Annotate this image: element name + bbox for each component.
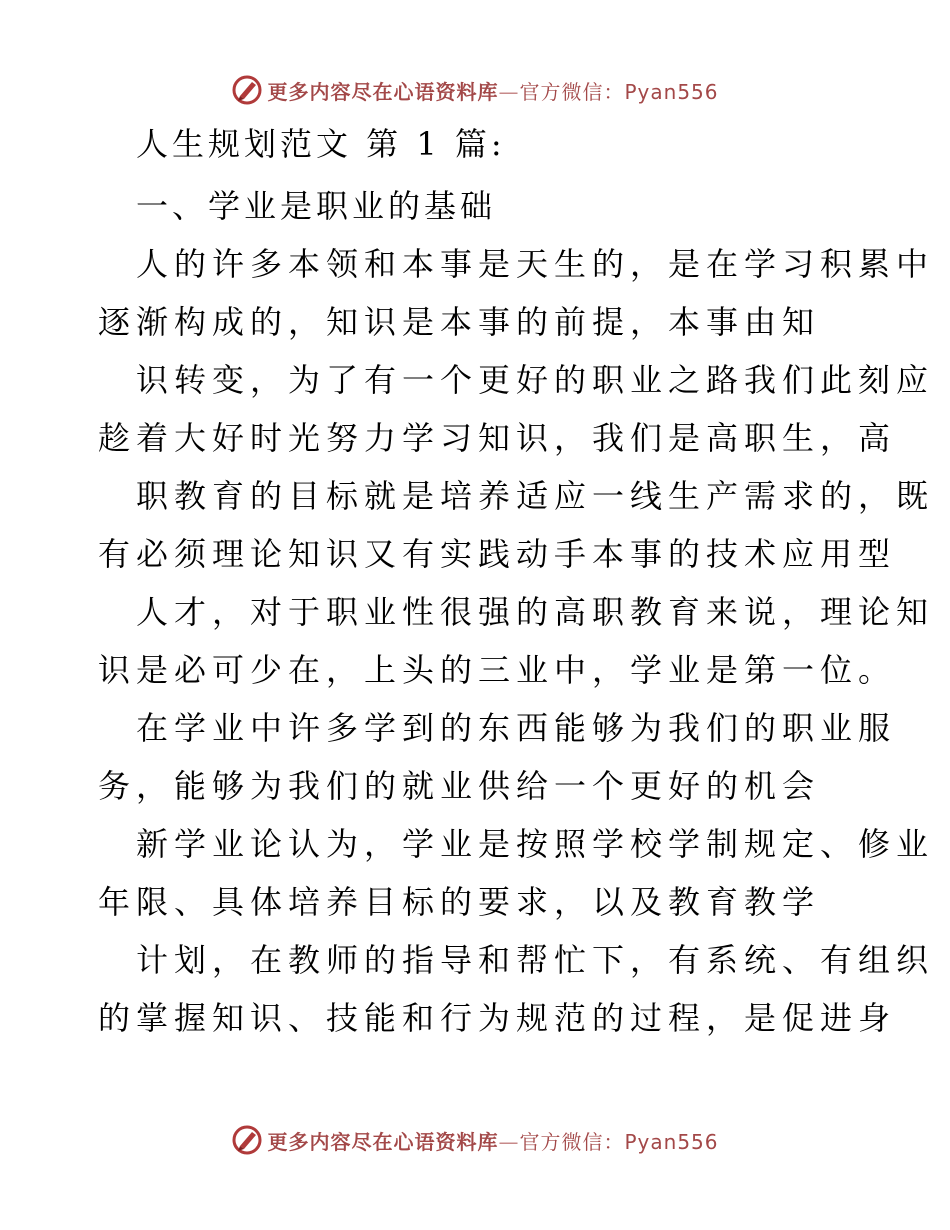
paragraph-line: 识转变，为了有一个更好的职业之路我们此刻应: [136, 361, 935, 399]
banner-slogan: 更多内容尽在心语资料库: [267, 79, 499, 104]
banner-text: [267, 1126, 718, 1155]
paragraph-line: 年限、具体培养目标的要求，以及教育教学: [98, 883, 821, 921]
paragraph-line: 职教育的目标就是培养适应一线生产需求的，既: [136, 477, 935, 515]
banner-separator: —: [498, 79, 520, 104]
header-banner: [0, 70, 950, 110]
banner-separator: —: [498, 1129, 520, 1154]
paragraph-line: 务，能够为我们的就业供给一个更好的机会: [98, 767, 821, 805]
paragraph-line: 人才，对于职业性很强的高职教育来说，理论知: [136, 593, 935, 631]
paragraph-line: 的掌握知识、技能和行为规范的过程，是促进身: [98, 999, 897, 1037]
paragraph-line: 在学业中许多学到的东西能够为我们的职业服: [136, 709, 897, 747]
paragraph-line: 新学业论认为，学业是按照学校学制规定、修业: [136, 825, 935, 863]
paragraph-line: 计划，在教师的指导和帮忙下，有系统、有组织: [136, 941, 935, 979]
paragraph-line: 识是必可少在，上头的三业中，学业是第一位。: [98, 651, 897, 689]
section-heading: 一、学业是职业的基础: [136, 187, 497, 225]
pen-logo-icon: [231, 1124, 263, 1156]
banner-wechat-label: 官方微信：: [519, 79, 625, 104]
paragraph-line: 有必须理论知识又有实践动手本事的技术应用型: [98, 535, 897, 573]
banner-text: [267, 76, 718, 105]
paragraph-line: 人的许多本领和本事是天生的，是在学习积累中: [136, 245, 935, 283]
banner-slogan: 更多内容尽在心语资料库: [267, 1129, 499, 1154]
banner-wechat-id: Pyan556: [624, 1129, 719, 1154]
paragraph-line: 逐渐构成的，知识是本事的前提，本事由知: [98, 303, 821, 341]
banner-wechat-label: 官方微信：: [519, 1129, 625, 1154]
paragraph-line: 趁着大好时光努力学习知识，我们是高职生，高: [98, 419, 897, 457]
pen-logo-icon: [231, 74, 263, 106]
document-title: 人生规划范文 第 1 篇:: [136, 125, 506, 163]
footer-banner: [0, 1120, 950, 1160]
banner-wechat-id: Pyan556: [624, 79, 719, 104]
